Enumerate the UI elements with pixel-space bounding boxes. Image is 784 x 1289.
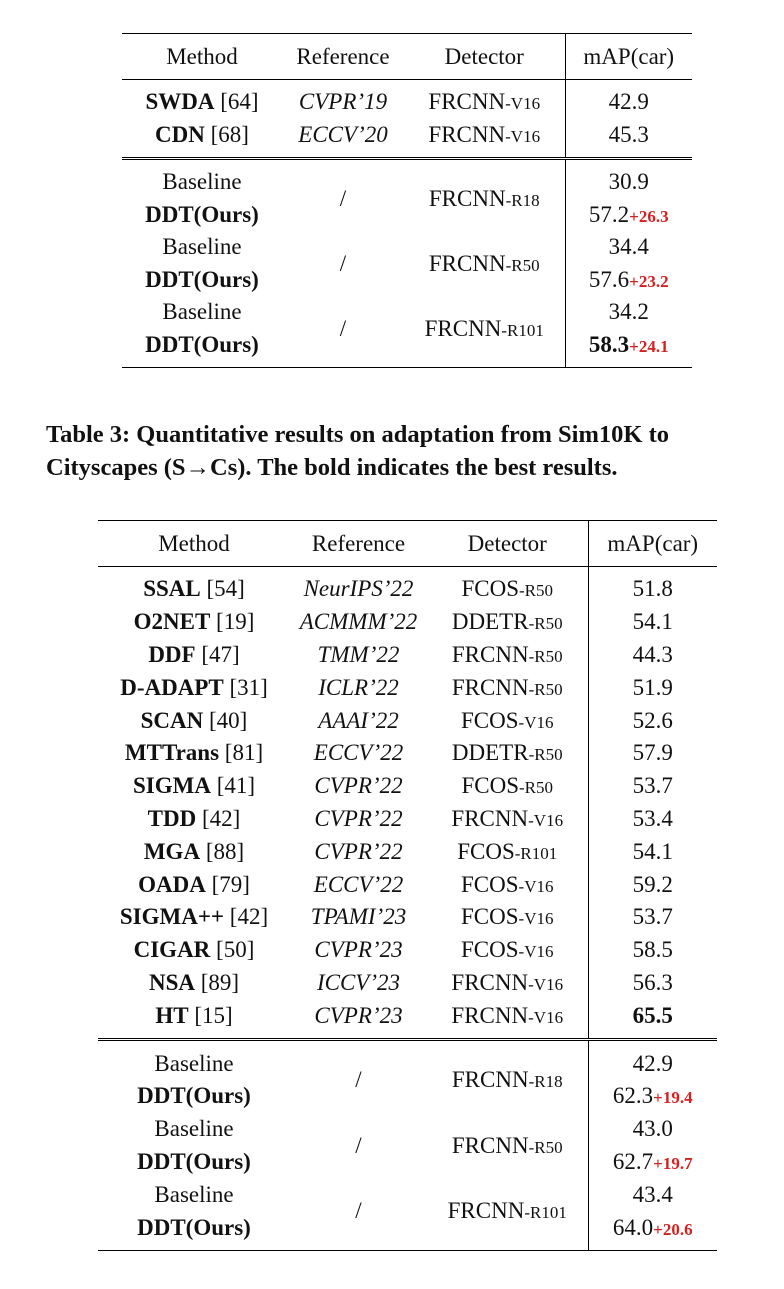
table-row — [98, 606, 717, 639]
table-row — [98, 1040, 717, 1080]
ours-map: 57.6 — [588, 266, 630, 292]
map-cell: 44.3 — [588, 639, 717, 672]
improvement-delta: +24.1 — [629, 336, 669, 356]
table-header-row — [122, 34, 692, 80]
baseline-map: 43.4 — [588, 1178, 717, 1211]
detector-backbone: -R50 — [528, 646, 563, 666]
table-caption — [46, 418, 776, 484]
method-name: CIGAR — [133, 937, 211, 963]
table-row — [98, 967, 717, 1000]
reference-cell: CVPR’23 — [314, 937, 403, 963]
improvement-delta: +23.2 — [629, 271, 669, 291]
map-cell: 45.3 — [565, 119, 692, 159]
detector-backbone: -V16 — [528, 810, 564, 830]
method-name: O2NET — [133, 609, 211, 635]
detector-cell — [427, 1178, 588, 1250]
header-map: mAP(car) — [565, 34, 692, 80]
reference-cell: ECCV’20 — [298, 121, 388, 147]
improvement-delta: +19.4 — [653, 1088, 693, 1108]
detector-backbone: -V16 — [505, 126, 541, 146]
citation: [40] — [203, 707, 248, 733]
detector-cell — [404, 296, 565, 368]
method-cell — [98, 967, 290, 1000]
detector-cell — [404, 231, 565, 296]
map-cell: 54.1 — [588, 606, 717, 639]
method-name: MTTrans — [124, 740, 220, 766]
detector-name: FRCNN — [451, 1002, 529, 1028]
method-cell — [98, 901, 290, 934]
detector-name: FRCNN — [451, 1132, 529, 1158]
citation: [89] — [194, 969, 240, 995]
method-name: D-ADAPT — [120, 674, 224, 700]
detector-backbone: -V16 — [528, 1007, 564, 1027]
detector-cell — [404, 119, 565, 159]
detector-cell — [427, 671, 588, 704]
detector-name: FRCNN — [451, 641, 529, 667]
method-cell — [98, 567, 290, 606]
header-reference: Reference — [290, 521, 427, 567]
detector-name: FCOS — [457, 838, 515, 864]
detector-cell — [427, 704, 588, 737]
detector-cell — [427, 934, 588, 967]
detector-backbone: -R50 — [519, 581, 554, 601]
reference-cell: ICCV’23 — [316, 969, 401, 995]
ours-map: 62.7 — [612, 1148, 654, 1174]
table-row — [98, 704, 717, 737]
detector-name: FRCNN — [424, 315, 502, 341]
detector-name: FCOS — [461, 707, 519, 733]
method-cell — [98, 770, 290, 803]
method-cell — [98, 999, 290, 1039]
map-cell: 59.2 — [588, 868, 717, 901]
detector-cell — [427, 999, 588, 1039]
map-cell: 56.3 — [588, 967, 717, 1000]
baseline-map: 42.9 — [588, 1040, 717, 1080]
method-name: MGA — [143, 838, 201, 864]
citation: [68] — [204, 121, 249, 147]
reference-cell: / — [282, 159, 404, 232]
detector-backbone: -V16 — [518, 876, 554, 896]
table-row — [122, 231, 692, 264]
method-cell — [122, 119, 282, 159]
header-map: mAP(car) — [588, 521, 717, 567]
reference-cell: TPAMI’23 — [310, 904, 407, 930]
ours-map-cell — [565, 264, 692, 297]
detector-backbone: -R18 — [505, 190, 540, 210]
citation: [41] — [210, 773, 256, 799]
header-detector: Detector — [427, 521, 588, 567]
ours-map-cell — [588, 1080, 717, 1113]
ours-map: 58.3 — [588, 331, 630, 357]
method-cell — [98, 868, 290, 901]
table-header-row — [98, 521, 717, 567]
citation: [15] — [188, 1002, 233, 1028]
method-cell — [98, 704, 290, 737]
citation: [31] — [223, 674, 268, 700]
table-row — [98, 934, 717, 967]
header-method: Method — [98, 521, 290, 567]
map-cell: 53.4 — [588, 803, 717, 836]
detector-cell — [427, 770, 588, 803]
ours-map: 64.0 — [612, 1214, 654, 1240]
map-cell: 58.5 — [588, 934, 717, 967]
baseline-label: Baseline — [98, 1040, 290, 1080]
method-name: SSAL — [143, 576, 201, 602]
method-cell — [98, 671, 290, 704]
method-cell — [98, 737, 290, 770]
detector-name: FRCNN — [451, 674, 529, 700]
improvement-delta: +26.3 — [629, 206, 669, 226]
detector-name: DDETR — [451, 740, 529, 766]
reference-cell: / — [355, 1132, 362, 1158]
table-row — [122, 80, 692, 119]
reference-cell: ECCV’22 — [313, 871, 404, 897]
baseline-label: Baseline — [162, 299, 242, 325]
ours-map-cell — [565, 199, 692, 232]
detector-cell — [427, 835, 588, 868]
method-name: SIGMA++ — [119, 904, 225, 930]
detector-name: FCOS — [461, 773, 520, 799]
reference-cell: TMM’22 — [317, 641, 400, 667]
table-row — [98, 671, 717, 704]
detector-cell — [427, 737, 588, 770]
table-row — [98, 901, 717, 934]
reference-cell: ACMMM’22 — [299, 609, 418, 635]
table-row — [98, 639, 717, 672]
citation: [64] — [214, 89, 259, 115]
sim10k-cityscapes-table — [98, 520, 717, 1251]
detector-name: FRCNN — [447, 1198, 525, 1224]
header-detector: Detector — [404, 34, 565, 80]
detector-cell — [404, 159, 565, 232]
reference-cell: CVPR’22 — [314, 838, 403, 864]
table-row — [98, 868, 717, 901]
detector-cell — [427, 1040, 588, 1113]
method-cell — [98, 934, 290, 967]
detector-name: FCOS — [461, 904, 519, 930]
detector-backbone: -R50 — [505, 255, 540, 275]
citation: [88] — [200, 838, 245, 864]
caption-line-2: Cityscapes (S→Cs). The bold indicates the best results. — [46, 454, 618, 481]
ours-map-cell — [565, 329, 692, 368]
ours-label: DDT(Ours) — [145, 266, 259, 292]
baseline-map: 34.4 — [565, 231, 692, 264]
detector-backbone: -V16 — [528, 974, 564, 994]
baseline-map: 34.2 — [565, 296, 692, 329]
citation: [79] — [205, 871, 250, 897]
detector-name: FRCNN — [428, 185, 506, 211]
baseline-label: Baseline — [154, 1181, 234, 1207]
detector-name: FRCNN — [428, 89, 506, 115]
detector-cell — [427, 901, 588, 934]
citation: [47] — [195, 641, 240, 667]
method-cell — [98, 606, 290, 639]
detector-cell — [427, 803, 588, 836]
method-name: CDN — [155, 121, 205, 147]
table-row — [98, 1113, 717, 1146]
table-row — [98, 737, 717, 770]
table-row — [122, 159, 692, 199]
ours-map-cell — [588, 1211, 717, 1250]
detector-backbone: -R50 — [519, 778, 554, 798]
baseline-map: 30.9 — [565, 159, 692, 199]
map-cell: 53.7 — [588, 770, 717, 803]
ours-map: 57.2 — [588, 201, 630, 227]
map-cell: 57.9 — [588, 737, 717, 770]
citation: [50] — [210, 937, 255, 963]
table-row — [98, 770, 717, 803]
detector-cell — [404, 80, 565, 119]
detector-cell — [427, 639, 588, 672]
ours-label: DDT(Ours) — [137, 1214, 251, 1240]
detector-backbone: -R50 — [528, 614, 563, 634]
method-name: DDF — [148, 641, 196, 667]
citation: [19] — [210, 609, 255, 635]
table-row — [98, 567, 717, 606]
method-cell — [98, 835, 290, 868]
method-cell — [122, 80, 282, 119]
method-name: SWDA — [145, 89, 215, 115]
detector-name: FCOS — [461, 576, 520, 602]
method-name: SCAN — [140, 707, 204, 733]
method-name: NSA — [148, 969, 195, 995]
ours-map: 62.3 — [612, 1083, 654, 1109]
detector-name: DDETR — [451, 609, 529, 635]
table-row — [122, 296, 692, 329]
reference-cell: CVPR’19 — [298, 89, 388, 115]
map-cell: 52.6 — [588, 704, 717, 737]
detector-backbone: -V16 — [518, 909, 554, 929]
detector-backbone: -V16 — [505, 94, 541, 114]
table-row — [98, 835, 717, 868]
table-row — [122, 119, 692, 159]
detector-backbone: -R101 — [524, 1203, 567, 1223]
detector-name: FCOS — [461, 937, 519, 963]
citation: [42] — [196, 805, 241, 831]
header-method: Method — [122, 34, 282, 80]
detector-backbone: -R101 — [514, 843, 558, 863]
table-row — [98, 999, 717, 1039]
detector-cell — [427, 967, 588, 1000]
baseline-label: Baseline — [154, 1116, 234, 1142]
citation: [54] — [200, 576, 245, 602]
map-cell: 51.9 — [588, 671, 717, 704]
detector-name: FRCNN — [428, 121, 506, 147]
baseline-map: 43.0 — [588, 1113, 717, 1146]
detector-backbone: -V16 — [518, 942, 554, 962]
citation: [42] — [224, 904, 269, 930]
reference-cell: / — [355, 1198, 362, 1224]
reference-cell: AAAI’22 — [318, 707, 399, 733]
map-cell: 53.7 — [588, 901, 717, 934]
header-reference: Reference — [282, 34, 404, 80]
method-name: TDD — [147, 805, 197, 831]
improvement-delta: +20.6 — [653, 1219, 693, 1239]
detector-backbone: -R50 — [528, 745, 563, 765]
map-cell: 54.1 — [588, 835, 717, 868]
method-name: SIGMA — [132, 773, 211, 799]
ours-map-cell — [588, 1146, 717, 1179]
top-results-table — [122, 33, 692, 368]
map-cell: 51.8 — [588, 567, 717, 606]
baseline-label: Baseline — [162, 234, 242, 260]
detector-cell — [427, 606, 588, 639]
reference-cell: CVPR’23 — [314, 1002, 403, 1028]
reference-cell: / — [339, 315, 347, 341]
reference-cell: CVPR’22 — [314, 805, 403, 831]
detector-name: FRCNN — [451, 805, 529, 831]
method-name: HT — [155, 1002, 189, 1028]
reference-cell: ECCV’22 — [313, 740, 404, 766]
detector-name: FRCNN — [451, 969, 529, 995]
map-cell: 65.5 — [588, 999, 717, 1039]
detector-name: FRCNN — [428, 250, 506, 276]
detector-backbone: -R101 — [501, 320, 544, 340]
detector-backbone: -R50 — [528, 679, 563, 699]
ours-label: DDT(Ours) — [145, 331, 259, 357]
detector-name: FCOS — [461, 871, 519, 897]
detector-backbone: -R18 — [528, 1071, 563, 1091]
baseline-label: Baseline — [122, 159, 282, 199]
detector-cell — [427, 1113, 588, 1179]
detector-backbone: -V16 — [518, 712, 554, 732]
caption-line-1: Table 3: Quantitative results on adaptation from Sim10K to — [46, 421, 669, 448]
reference-cell: NeurIPS’22 — [303, 576, 414, 602]
detector-cell — [427, 567, 588, 606]
reference-cell: CVPR’22 — [314, 773, 403, 799]
reference-cell: ICLR’22 — [318, 674, 399, 700]
reference-cell: / — [339, 250, 347, 276]
improvement-delta: +19.7 — [653, 1153, 693, 1173]
detector-backbone: -R50 — [528, 1137, 563, 1157]
table-row — [98, 803, 717, 836]
detector-name: FRCNN — [451, 1066, 529, 1092]
map-cell: 42.9 — [565, 80, 692, 119]
ours-label: DDT(Ours) — [137, 1148, 251, 1174]
ours-label: DDT(Ours) — [145, 201, 259, 227]
table-row — [98, 1178, 717, 1211]
method-name: OADA — [138, 871, 206, 897]
method-cell — [98, 639, 290, 672]
detector-cell — [427, 868, 588, 901]
reference-cell: / — [290, 1040, 427, 1113]
method-cell — [98, 803, 290, 836]
ours-label: DDT(Ours) — [137, 1083, 251, 1109]
citation: [81] — [219, 740, 264, 766]
